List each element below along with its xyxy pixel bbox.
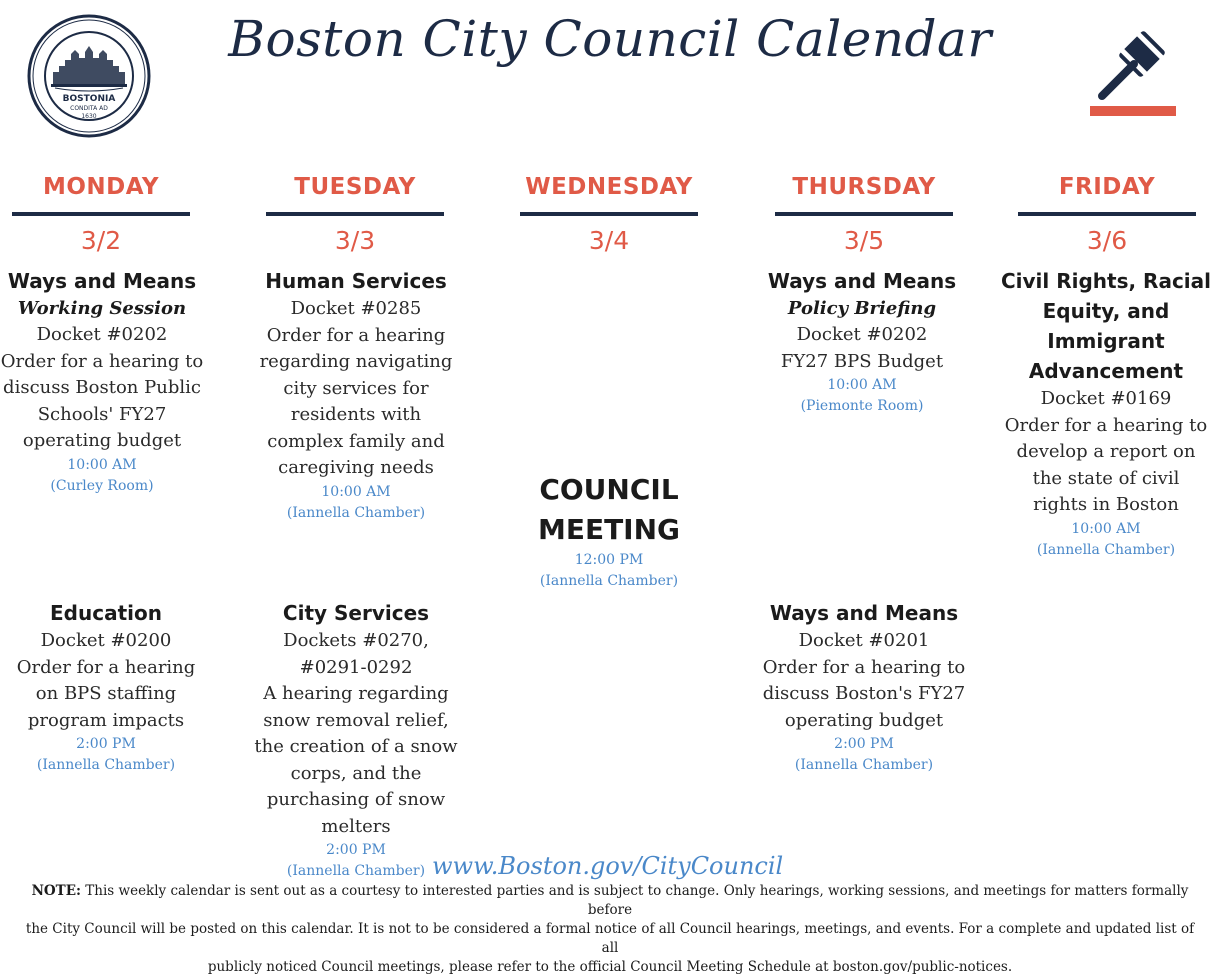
event-description-line: FY27 BPS Budget: [780, 350, 944, 372]
day-label: WEDNESDAY: [525, 174, 693, 200]
event-room: (Iannella Chamber): [36, 757, 176, 773]
event-time: 2:00 PM: [76, 736, 136, 752]
event-docket: Docket #0200: [40, 630, 172, 651]
day-date: 3/2: [80, 226, 122, 255]
event-description-line: discuss Boston's FY27: [762, 683, 966, 704]
event-description-line: Schools' FY27: [37, 403, 167, 425]
event-time: 2:00 PM: [326, 842, 386, 858]
page-title: Boston City Council Calendar: [228, 10, 992, 68]
note-line: publicly noticed Council meetings, please refer to the official Council Meeting Schedule at boston.gov/public-notices.: [207, 959, 1013, 975]
event-description-line: operating budget: [784, 709, 944, 731]
event-description-line: A hearing regarding: [263, 683, 449, 704]
event-time: 2:00 PM: [834, 736, 894, 752]
event-description-line: caregiving needs: [278, 457, 434, 478]
day-date: 3/3: [334, 226, 376, 255]
event-time: 10:00 AM: [67, 456, 137, 473]
event-room: (Piemonte Room): [800, 398, 924, 414]
event-title: Ways and Means: [769, 601, 959, 625]
event-civil-rights: [996, 266, 1216, 561]
event-description-line: purchasing of snow: [266, 789, 446, 810]
event-description-line: the creation of a snow: [254, 736, 458, 757]
event-docket: Docket #0202: [36, 324, 168, 345]
event-room: (Iannella Chamber): [1036, 541, 1176, 558]
event-description-line: program impacts: [27, 709, 185, 731]
event-room: (Curley Room): [50, 477, 154, 494]
day-column-friday: [1018, 170, 1196, 258]
event-title: Advancement: [1028, 359, 1184, 383]
event-description-line: residents with: [290, 404, 422, 425]
day-divider: [1018, 212, 1196, 216]
event-description-line: Order for a hearing to: [762, 656, 966, 678]
event-room: (Iannella Chamber): [539, 573, 679, 589]
day-label: TUESDAY: [294, 174, 416, 200]
day-date: 3/4: [588, 226, 630, 255]
event-time: 10:00 AM: [321, 483, 391, 500]
event-description-line: operating budget: [22, 430, 182, 451]
event-title: City Services: [282, 601, 430, 625]
day-column-wednesday: [520, 170, 698, 258]
event-title: Human Services: [265, 269, 447, 293]
event-description-line: city services for: [283, 377, 429, 399]
svg-text:1630: 1630: [81, 113, 97, 120]
event-docket: Dockets #0270,: [283, 630, 429, 651]
note-line: the City Council will be posted on this calendar. It is not to be considered a formal notice of all Council hearings, meetings, and events. For a complete and updated list of all: [25, 921, 1195, 956]
event-room: (Iannella Chamber): [286, 504, 426, 521]
event-title: Civil Rights, Racial: [1000, 269, 1212, 293]
day-divider: [775, 212, 953, 216]
event-description-line: regarding navigating: [259, 351, 453, 372]
council-website-link[interactable]: www.Boston.gov/CityCouncil: [432, 852, 784, 880]
event-room: (Iannella Chamber): [286, 863, 426, 879]
day-label: MONDAY: [42, 174, 160, 200]
day-date: 3/5: [843, 226, 885, 255]
event-docket: Docket #0201: [798, 630, 930, 651]
event-title: Equity, and: [1042, 299, 1170, 323]
note-line: [18, 882, 1202, 920]
event-docket: Docket #0285: [290, 298, 422, 319]
event-description-line: melters: [321, 815, 391, 837]
event-ways-and-means-working-session: [0, 266, 204, 497]
event-description-line: Order for a hearing: [266, 324, 446, 346]
day-label: THURSDAY: [792, 174, 936, 200]
event-subtitle: Policy Briefing: [787, 298, 937, 319]
event-title: Ways and Means: [7, 269, 197, 293]
event-council-meeting: [505, 470, 713, 592]
day-divider: [12, 212, 190, 216]
event-time: 10:00 AM: [827, 377, 897, 393]
event-room: (Iannella Chamber): [794, 757, 934, 773]
event-description-line: on BPS staffing: [35, 683, 177, 704]
event-city-services: [246, 598, 466, 882]
event-education: [4, 598, 208, 776]
event-time: 12:00 PM: [574, 552, 644, 568]
day-date: 3/6: [1086, 226, 1128, 255]
event-subtitle: Working Session: [17, 298, 187, 319]
event-ways-and-means-policy-briefing: [756, 266, 968, 417]
day-column-monday: [12, 170, 190, 258]
event-docket: Docket #0169: [1040, 388, 1172, 409]
note-text: This weekly calendar is sent out as a courtesy to interested parties and is subject to change. Only hearings, working sessions, and meetings for matters formally before: [81, 883, 1189, 918]
event-description-line: complex family and: [267, 430, 445, 452]
disclaimer-note: [18, 882, 1202, 977]
event-time: 10:00 AM: [1071, 520, 1141, 537]
svg-text:CONDITA AD: CONDITA AD: [70, 105, 108, 112]
event-description-line: snow removal relief,: [263, 709, 449, 731]
day-column-tuesday: [266, 170, 444, 258]
event-title: COUNCIL: [539, 473, 679, 506]
event-description-line: Order for a hearing to: [1004, 414, 1208, 436]
event-description-line: develop a report on: [1016, 441, 1196, 462]
event-title: Education: [50, 601, 162, 625]
svg-text:BOSTONIA: BOSTONIA: [62, 94, 116, 104]
event-description-line: discuss Boston Public: [3, 377, 201, 398]
event-ways-and-means-fy27: [756, 598, 972, 776]
event-human-services: [250, 266, 462, 524]
day-column-thursday: [775, 170, 953, 258]
event-description-line: Order for a hearing to: [0, 350, 204, 372]
day-divider: [266, 212, 444, 216]
event-title: MEETING: [537, 513, 681, 546]
day-label: FRIDAY: [1058, 174, 1156, 200]
note-label: NOTE:: [31, 883, 81, 899]
event-title: Ways and Means: [767, 269, 957, 293]
event-description-line: rights in Boston: [1033, 494, 1179, 515]
event-description-line: the state of civil: [1032, 467, 1180, 489]
event-description-line: Order for a hearing: [16, 656, 196, 678]
day-divider: [520, 212, 698, 216]
event-docket: Docket #0202: [796, 324, 928, 345]
event-description-line: corps, and the: [290, 762, 422, 784]
event-docket: #0291-0292: [299, 656, 413, 678]
gavel-icon: [1082, 22, 1182, 122]
event-title: Immigrant: [1047, 329, 1165, 353]
